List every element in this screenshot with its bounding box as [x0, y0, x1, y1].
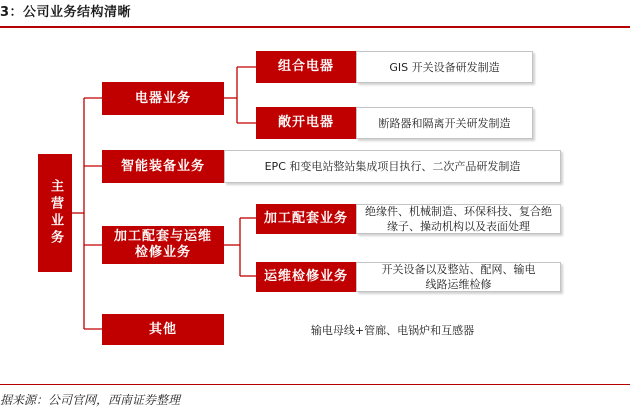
- desc-other: [224, 314, 561, 345]
- sub-open-node: [256, 107, 356, 139]
- desc-other-text: 输电母线+管廊、电锅炉和互感器: [310, 323, 475, 337]
- desc-combo: [356, 51, 533, 83]
- sub-proc-kit-node: [256, 204, 356, 234]
- branch-processing: [102, 226, 224, 264]
- sub-om-label: 运维检修业务: [263, 269, 348, 284]
- root-node: [38, 154, 72, 272]
- bottom-rule: [0, 384, 630, 385]
- sub-proc-kit-label: 加工配套业务: [263, 211, 348, 226]
- desc-proc-kit: [356, 204, 561, 234]
- sub-combo-label: 组合电器: [277, 59, 334, 74]
- branch-smart: [102, 150, 224, 183]
- figure-title: 3：公司业务结构清晰: [0, 5, 132, 20]
- branch-other-label: 其他: [148, 321, 177, 337]
- sub-combo-node: [256, 51, 356, 83]
- desc-om-text: 开关设备以及整站、配网、输电线路运维检修: [381, 263, 536, 291]
- desc-open: [356, 107, 533, 139]
- branch-electrical-label: 电器业务: [134, 90, 191, 106]
- branch-smart-label: 智能装备业务: [120, 158, 205, 174]
- branch-electrical: [102, 82, 224, 115]
- desc-om: [356, 262, 561, 292]
- sub-open-label: 敞开电器: [277, 115, 334, 130]
- desc-proc-kit-text: 绝缘件、机械制造、环保科技、复合绝缘子、操动机构以及表面处理: [365, 205, 552, 233]
- branch-other: [102, 314, 224, 345]
- desc-open-text: 断路器和隔离开关研发制造: [378, 116, 511, 130]
- desc-combo-text: GIS 开关设备研发制造: [389, 60, 500, 74]
- source-note: 据来源：公司官网，西南证券整理: [0, 393, 181, 407]
- sub-om-node: [256, 262, 356, 292]
- desc-smart: [224, 150, 561, 183]
- branch-processing-label: 加工配套与运维检修业务: [113, 229, 212, 260]
- root-label: 主营业务: [48, 179, 63, 247]
- desc-smart-text: EPC 和变电站整站集成项目执行、二次产品研发制造: [264, 160, 521, 173]
